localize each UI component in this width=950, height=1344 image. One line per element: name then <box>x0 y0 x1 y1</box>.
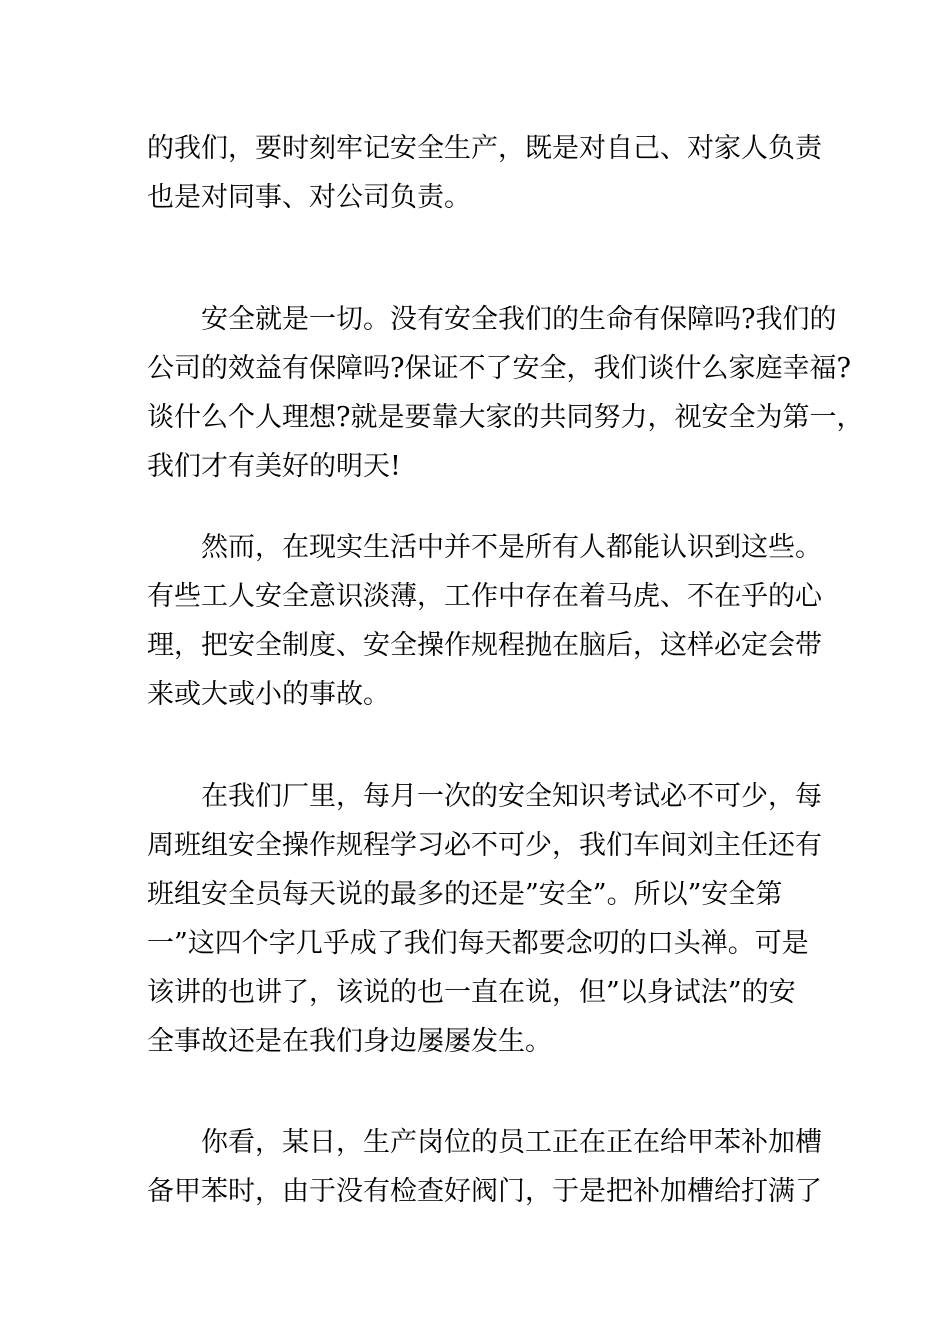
text-line: 全事故还是在我们身边屡屡发生。 <box>147 1026 552 1057</box>
text-line: 一”这四个字几乎成了我们每天都要念叨的口头禅。可是 <box>147 928 809 959</box>
text-line: 备甲苯时，由于没有检查好阀门，于是把补加槽给打满了 <box>147 1176 822 1207</box>
paragraph-2 <box>147 295 864 491</box>
text-line: 谈什么个人理想?就是要靠大家的共同努力，视安全为第一， <box>147 402 864 433</box>
text-line: 然而，在现实生活中并不是所有人都能认识到这些。 <box>201 532 822 563</box>
text-line: 安全就是一切。没有安全我们的生命有保障吗?我们的 <box>201 304 837 335</box>
text-line: 有些工人安全意识淡薄，工作中存在着马虎、不在乎的心 <box>147 581 822 612</box>
text-line: 你看，某日，生产岗位的员工正在正在给甲苯补加槽 <box>201 1127 822 1158</box>
text-line: 周班组安全操作规程学习必不可少，我们车间刘主任还有 <box>147 830 822 861</box>
text-line: 公司的效益有保障吗?保证不了安全，我们谈什么家庭幸福? <box>147 353 851 384</box>
paragraph-3 <box>147 523 822 719</box>
paragraph-5 <box>147 1118 822 1216</box>
text-line: 来或大或小的事故。 <box>147 679 390 710</box>
paragraph-1 <box>147 124 822 222</box>
paragraph-4 <box>147 772 822 1066</box>
text-line: 我们才有美好的明天! <box>147 451 401 482</box>
text-line: 也是对同事、对公司负责。 <box>147 182 471 213</box>
text-line: 在我们厂里，每月一次的安全知识考试必不可少，每 <box>201 781 822 812</box>
text-line: 的我们，要时刻牢记安全生产，既是对自己、对家人负责 <box>147 133 822 164</box>
text-line: 理，把安全制度、安全操作规程抛在脑后，这样必定会带 <box>147 630 822 661</box>
text-line: 该讲的也讲了，该说的也一直在说，但”以身试法”的安 <box>147 977 796 1008</box>
text-line: 班组安全员每天说的最多的还是”安全”。所以”安全第 <box>147 879 783 910</box>
